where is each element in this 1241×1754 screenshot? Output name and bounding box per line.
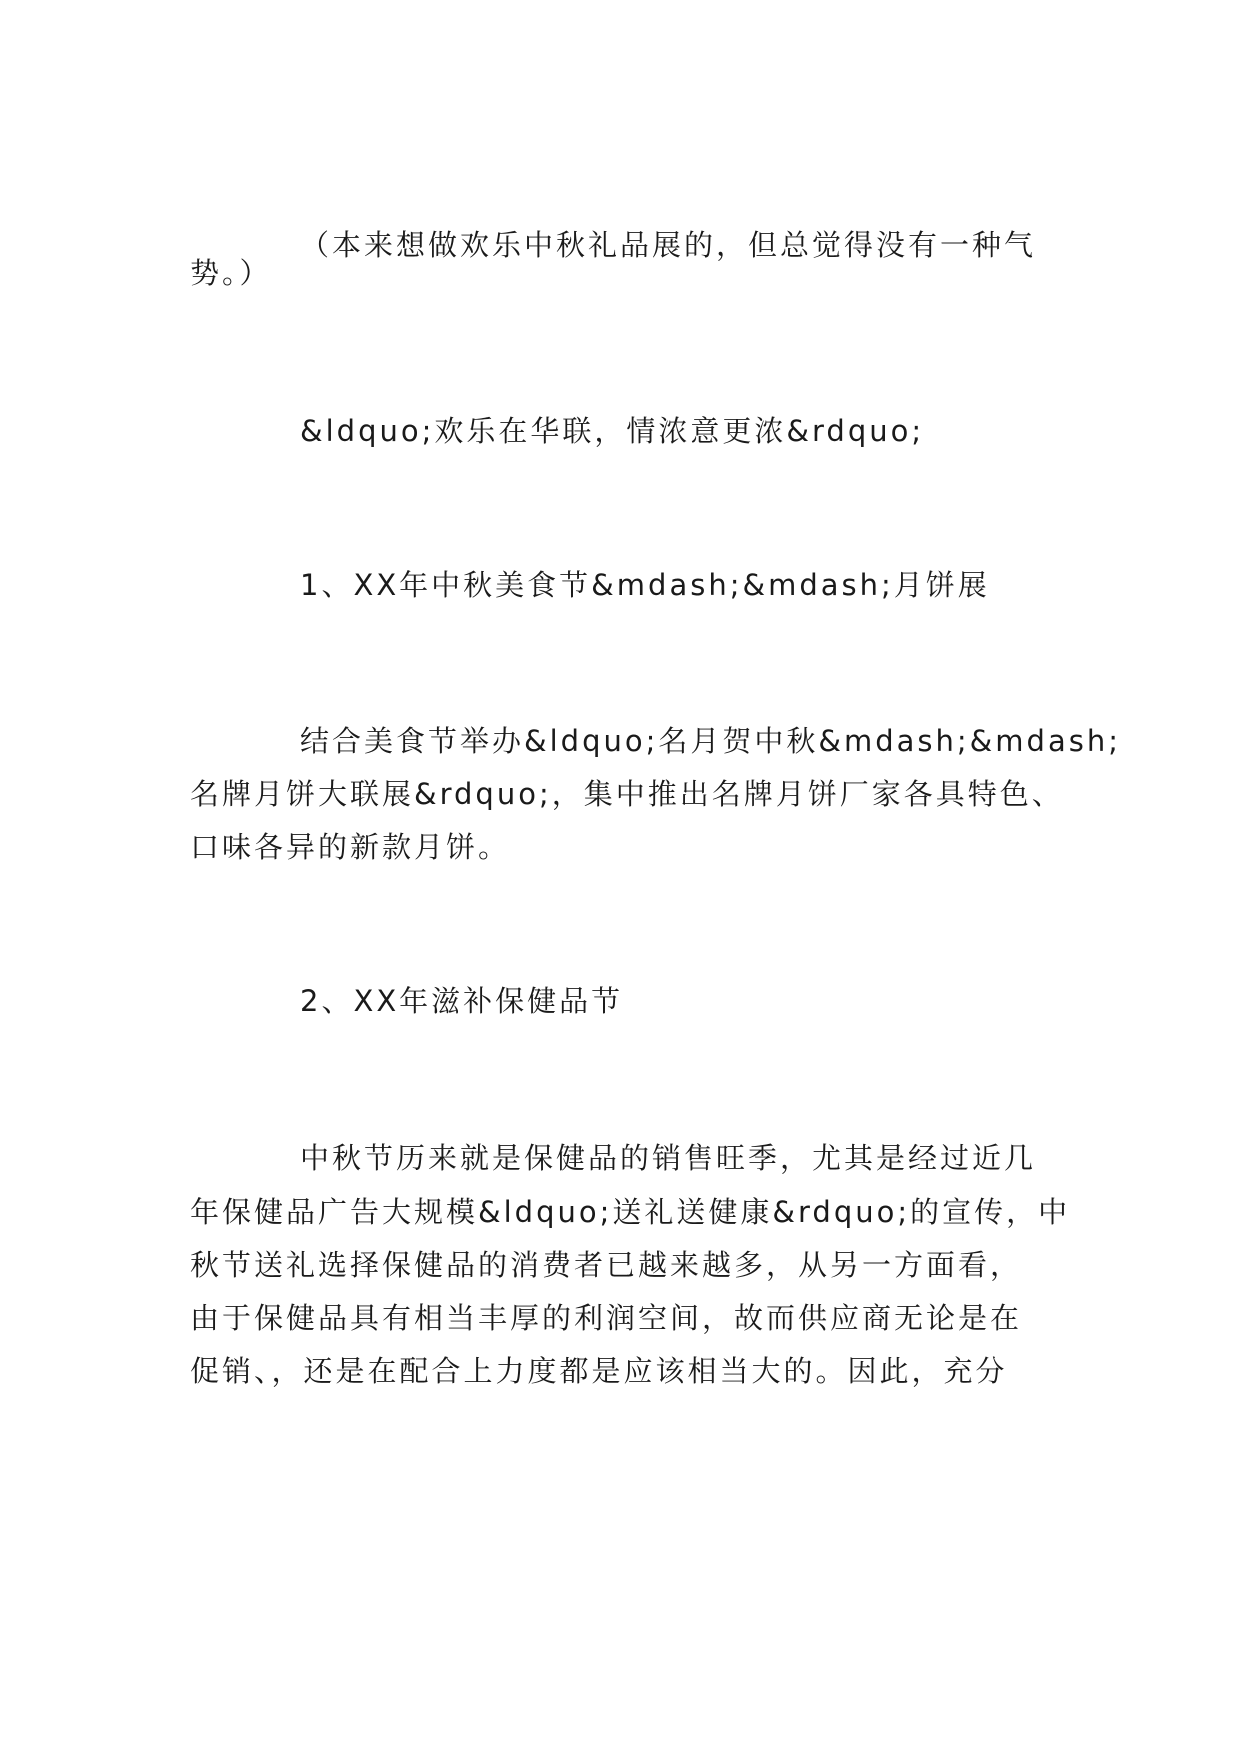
paragraph-4-line-3: 口味各异的新款月饼。 xyxy=(190,830,511,864)
paragraph-5-line-1: 2、XX年滋补保健品节 xyxy=(300,984,624,1018)
paragraph-6-line-4: 由于保健品具有相当丰厚的利润空间，故而供应商无论是在 xyxy=(190,1301,1023,1335)
paragraph-2-line-1: &ldquo;欢乐在华联，情浓意更浓&rdquo; xyxy=(300,414,925,448)
paragraph-6-line-5: 促销、，还是在配合上力度都是应该相当大的。因此，充分 xyxy=(190,1354,1008,1388)
paragraph-6-line-2: 年保健品广告大规模&ldquo;送礼送健康&rdquo;的宣传，中 xyxy=(190,1195,1071,1229)
paragraph-6-line-3: 秋节送礼选择保健品的消费者已越来越多，从另一方面看， xyxy=(190,1248,1023,1282)
paragraph-4-line-2: 名牌月饼大联展&rdquo;，集中推出名牌月饼厂家各具特色、 xyxy=(190,777,1064,811)
paragraph-4-line-1: 结合美食节举办&ldquo;名月贺中秋&mdash;&mdash; xyxy=(300,724,1121,758)
paragraph-3-line-1: 1、XX年中秋美食节&mdash;&mdash;月饼展 xyxy=(300,568,990,602)
paragraph-1-line-1: （本来想做欢乐中秋礼品展的，但总觉得没有一种气 xyxy=(300,228,1037,262)
paragraph-1-line-2: 势。） xyxy=(190,256,272,290)
paragraph-6-line-1: 中秋节历来就是保健品的销售旺季，尤其是经过近几 xyxy=(300,1141,1037,1175)
